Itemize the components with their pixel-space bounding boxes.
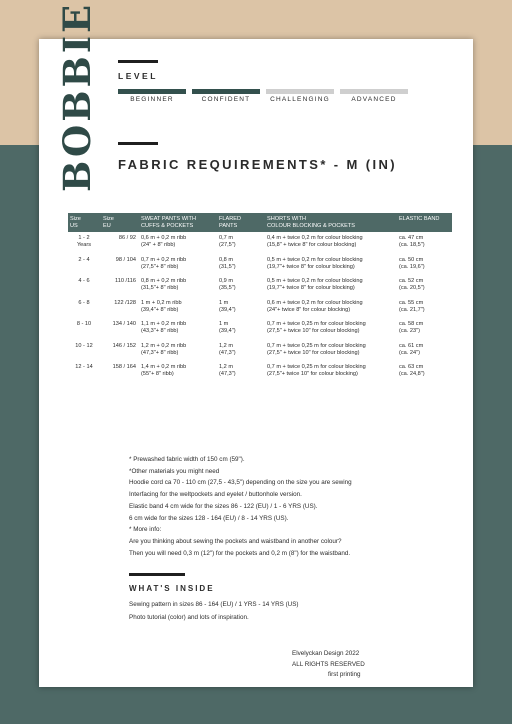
table-body (68, 232, 452, 383)
cell-size-us: 10 - 12 (75, 342, 93, 349)
header-sweat-pants: SWEAT PANTS WITH CUFFS & POCKETS (141, 216, 197, 229)
cell-flared-pants: 0,7 m (27,5") (219, 235, 236, 249)
level-bar-advanced (340, 89, 408, 94)
table-row (68, 318, 452, 340)
note-line: * Prewashed fabric width of 150 cm (59"). (129, 456, 245, 463)
cell-sweat-pants: 1,1 m + 0,2 m ribb (43,3"+ 8" ribb) (141, 321, 187, 335)
cell-shorts: 0,7 m + twice 0,25 m for colour blocking (27,5" + twice 10" for colour blocking) (267, 342, 366, 356)
credit-company: Elvelyckan Design 2022 (292, 650, 360, 657)
cell-elastic: ca. 55 cm (ca. 21,7") (399, 299, 425, 313)
fabric-rule (118, 142, 158, 145)
cell-size-eu: 122 /128 (114, 299, 136, 306)
note-line: Are you thinking about sewing the pockets and waistband in another colour? (129, 537, 342, 545)
cell-sweat-pants: 1 m + 0,2 m ribb (39,4"+ 8" ribb) (141, 299, 182, 313)
cell-sweat-pants: 0,6 m + 0,2 m ribb (24" + 8" ribb) (141, 235, 187, 249)
cell-flared-pants: 1 m (39,4") (219, 321, 236, 335)
fabric-table (68, 213, 452, 383)
credit-block (292, 649, 365, 681)
fabric-title: FABRIC REQUIREMENTS* - M (IN) (118, 157, 398, 172)
cell-size-eu: 98 / 104 (115, 256, 136, 263)
cell-elastic: ca. 50 cm (ca. 19,6") (399, 256, 425, 270)
note-line: * More info: (129, 526, 162, 534)
cell-size-us: 12 - 14 (75, 364, 93, 370)
cell-shorts: 0,4 m + twice 0,2 m for colour blocking (15,8" + twice 8" for colour blocking) (267, 235, 363, 249)
inside-title: WHAT'S INSIDE (129, 584, 215, 593)
cell-size-eu: 146 / 152 (112, 342, 136, 349)
level-label: LEVEL (118, 71, 158, 81)
level-rule (118, 60, 158, 63)
level-bar-challenging (266, 89, 334, 94)
table-header (68, 213, 452, 232)
cell-size-us: 8 - 10 (76, 321, 92, 327)
cell-flared-pants: 1 m (39,4") (219, 299, 236, 313)
cell-shorts: 0,7 m + twice 0,25 m for colour blocking (27,5"+ twice 10" for colour blocking) (267, 364, 366, 378)
level-advanced: ADVANCED (351, 96, 397, 103)
header-size-us: Size US (70, 216, 81, 229)
note-line: *Other materials you might need (129, 467, 220, 475)
cell-elastic: ca. 58 cm (ca. 23") (399, 321, 424, 335)
cell-elastic: ca. 52 cm (ca. 20,5") (399, 278, 425, 292)
table-row (68, 254, 452, 276)
header-shorts: SHORTS WITH COLOUR BLOCKING & POCKETS (267, 216, 355, 229)
cell-flared-pants: 1,2 m (47,3") (219, 364, 236, 378)
table-row (68, 340, 452, 362)
cell-shorts: 0,7 m + twice 0,25 m for colour blocking (27,5" + twice 10" for colour blocking) (267, 321, 366, 335)
cell-flared-pants: 0,8 m (31,5") (219, 256, 236, 270)
level-confident: CONFIDENT (201, 96, 251, 103)
note-line: Then you will need 0,3 m (12") for the pockets and 0,2 m (8") for the waistband. (129, 549, 351, 557)
cell-size-eu: 110 /116 (115, 278, 136, 284)
cell-sweat-pants: 1,4 m + 0,2 m ribb (55"+ 8" ribb) (141, 364, 187, 378)
level-bar-confident (192, 89, 260, 94)
cell-sweat-pants: 0,8 m + 0,2 m ribb (31,5"+ 8" ribb) (141, 278, 187, 292)
brand-title: BOBBIE (55, 1, 99, 192)
credit-printing: first printing (328, 671, 361, 678)
cell-shorts: 0,5 m + twice 0,2 m for colour blocking (19,7"+ twice 8" for colour blocking) (267, 256, 363, 270)
note-line: Hoodie cord ca 70 - 110 cm (27,5 - 43,5") depending on the size you are sewing (129, 479, 352, 487)
level-challenging: CHALLENGING (270, 96, 330, 103)
cell-flared-pants: 1,2 m (47,3") (219, 342, 236, 356)
table-row (68, 361, 452, 383)
cell-size-us: 1 - 2 Years (76, 235, 92, 249)
notes-block (129, 454, 352, 559)
cell-flared-pants: 0,9 m (35,5") (219, 278, 236, 292)
cell-shorts: 0,6 m + twice 0,2 m for colour blocking (24"+ twice 8" for colour blocking) (267, 299, 363, 313)
header-elastic: ELASTIC BAND (399, 216, 440, 222)
cell-sweat-pants: 1,2 m + 0,2 m ribb (47,3"+ 8" ribb) (141, 342, 187, 356)
cell-sweat-pants: 0,7 m + 0,2 m ribb (27,5"+ 8" ribb) (141, 256, 187, 270)
cell-elastic: ca. 63 cm (ca. 24,8") (399, 364, 425, 378)
inside-line: Photo tutorial (color) and lots of inspiration. (129, 613, 249, 621)
inside-rule (129, 573, 185, 576)
credit-rights: ALL RIGHTS RESERVED (292, 660, 365, 668)
inside-block (129, 599, 299, 624)
header-size-eu: Size EU (103, 216, 114, 229)
note-line: Interfacing for the weltpockets and eyelet / buttonhole version. (129, 491, 302, 499)
table-row (68, 232, 452, 254)
cell-size-us: 2 - 4 (78, 256, 90, 263)
inside-line: Sewing pattern in sizes 86 - 164 (EU) / 1 YRS - 14 YRS (US) (129, 601, 299, 608)
cell-size-eu: 158 / 164 (112, 364, 136, 370)
note-line: 6 cm wide for the sizes 128 - 164 (EU) / 8 - 14 YRS (US). (129, 514, 289, 522)
note-line: Elastic band 4 cm wide for the sizes 86 - 122 (EU) / 1 - 6 YRS (US). (129, 502, 318, 510)
cell-size-us: 4 - 6 (78, 278, 90, 284)
cell-elastic: ca. 47 cm (ca. 18,5") (399, 235, 425, 249)
cell-size-us: 6 - 8 (78, 299, 90, 306)
cell-elastic: ca. 61 cm (ca. 24") (399, 342, 424, 356)
header-flared-pants: FLARED PANTS (219, 216, 242, 229)
cell-size-eu: 86 / 92 (118, 235, 136, 241)
level-bar-beginner (118, 89, 186, 94)
table-row (68, 297, 452, 319)
cell-size-eu: 134 / 140 (112, 321, 136, 327)
level-beginner: BEGINNER (130, 96, 174, 103)
table-row (68, 275, 452, 297)
cell-shorts: 0,5 m + twice 0,2 m for colour blocking (19,7"+ twice 8" for colour blocking) (267, 278, 363, 292)
